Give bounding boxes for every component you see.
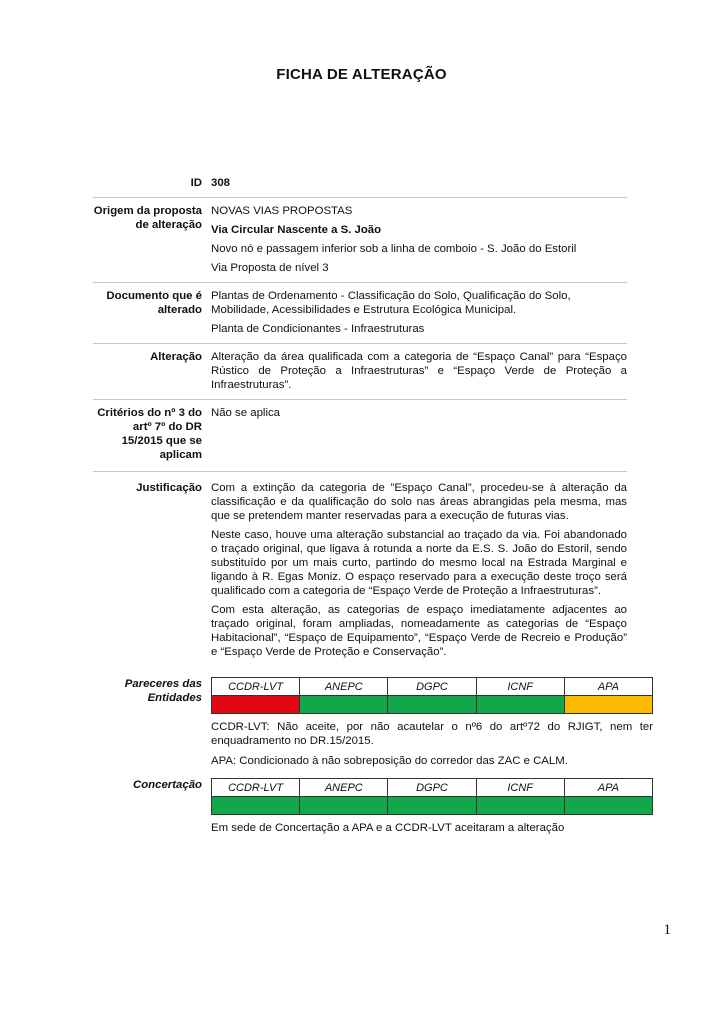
- entity-header: APA: [564, 779, 652, 797]
- pareceres-content: [211, 677, 653, 768]
- justificacao-value: [211, 481, 627, 659]
- origem-line: Via Proposta de nível 3: [211, 262, 329, 274]
- justificacao-paragraph: Neste caso, houve uma alteração substancial ao traçado da via. Foi abandonado o traçado original, que ligava à rotunda a norte da E.S. S. João do Estoril, sendo substituído por um mais curto, partindo do mesmo local na Estrada Marginal e ligando à R. Egas Moniz. O espaço reservado para a execução deste troço será qualificado com a categoria de “Espaço Verde de Proteção a Infraestruturas”.: [211, 529, 627, 597]
- row-id: [93, 170, 627, 198]
- pareceres-section: [73, 677, 653, 768]
- entity-header: ICNF: [476, 779, 564, 797]
- concertacao-notes: [211, 821, 653, 835]
- origem-line: NOVAS VIAS PROPOSTAS: [211, 205, 353, 217]
- entity-header: CCDR-LVT: [212, 678, 300, 696]
- concertacao-note: Em sede de Concertação a APA e a CCDR-LVT aceitaram a alteração: [211, 822, 565, 834]
- documento-line: Plantas de Ordenamento - Classificação do Solo, Qualificação do Solo, Mobilidade, Acessibilidades e Estrutura Ecológica Municipal.: [211, 290, 571, 316]
- pareceres-status-row: [212, 696, 653, 714]
- alteracao-value: [211, 350, 627, 392]
- origem-value: [211, 204, 627, 275]
- concertacao-header-row: [212, 779, 653, 797]
- parecer-note: APA: Condicionado à não sobreposição do corredor das ZAC e CALM.: [211, 755, 568, 767]
- status-cell: [476, 797, 564, 815]
- status-cell: [564, 696, 652, 714]
- status-cell: [564, 797, 652, 815]
- status-cell: [388, 696, 476, 714]
- entity-header: ICNF: [476, 678, 564, 696]
- justificacao-label: Justificação: [136, 482, 202, 494]
- criterios-value: Não se aplica: [211, 407, 281, 419]
- id-label: ID: [190, 177, 202, 189]
- status-cell: [476, 696, 564, 714]
- status-cell: [388, 797, 476, 815]
- status-cell: [300, 797, 388, 815]
- entity-header: APA: [564, 678, 652, 696]
- parecer-note: CCDR-LVT: Não aceite, por não acautelar o nº6 do artº72 do RJIGT, nem ter enquadramento no DR.15/2015.: [211, 721, 653, 747]
- status-cell: [300, 696, 388, 714]
- documento-label: Documento que é alterado: [106, 290, 202, 316]
- concertacao-status-row: [212, 797, 653, 815]
- pareceres-notes: [211, 720, 653, 768]
- origem-label: Origem da proposta de alteração: [93, 205, 202, 231]
- page-number: 1: [663, 922, 671, 938]
- form-sheet: [93, 170, 653, 835]
- row-justificacao: [93, 472, 627, 675]
- row-criterios: [93, 400, 627, 472]
- entity-header: DGPC: [388, 779, 476, 797]
- status-cell: [212, 797, 300, 815]
- origem-line: Via Circular Nascente a S. João: [211, 224, 382, 236]
- criterios-label: Critérios do nº 3 do artº 7º do DR 15/2015 que se aplicam: [97, 407, 202, 461]
- row-alteracao: [93, 344, 627, 400]
- justificacao-paragraph: Com esta alteração, as categorias de espaço imediatamente adjacentes ao traçado original, foram ampliadas, nomeadamente as categorias de “Espaço Habitacional”, “Espaço de Equipamento”, “Espaço Verde de Recreio e Produção” e “Espaço Verde de Proteção e Conservação”.: [211, 604, 627, 658]
- id-value: 308: [211, 177, 231, 189]
- status-cell: [212, 696, 300, 714]
- entity-header: ANEPC: [300, 779, 388, 797]
- justificacao-paragraph: Com a extinção da categoria de ”Espaço Canal”, procedeu-se à alteração da classificação e da qualificação do solo nas áreas abrangidas pela mesma, mas que se pretendem manter reservadas para a execução de futuras vias.: [211, 482, 627, 522]
- row-origem: [93, 198, 627, 283]
- row-documento: [93, 283, 627, 344]
- pareceres-header-row: [212, 678, 653, 696]
- document-title: FICHA DE ALTERAÇÃO: [276, 66, 447, 83]
- pareceres-label: Pareceres das Entidades: [124, 678, 202, 704]
- concertacao-label: Concertação: [132, 779, 202, 791]
- concertacao-table: [211, 778, 653, 815]
- concertacao-section: [73, 778, 627, 835]
- pareceres-table: [211, 677, 653, 714]
- alteracao-label: Alteração: [150, 351, 202, 363]
- documento-value: [211, 289, 627, 336]
- alteracao-text: Alteração da área qualificada com a categoria de “Espaço Canal” para “Espaço Rústico de Proteção a Infraestruturas” e “Espaço Verde de Proteção a Infraestruturas”.: [211, 351, 627, 391]
- concertacao-content: [211, 778, 653, 835]
- entity-header: CCDR-LVT: [212, 779, 300, 797]
- entity-header: ANEPC: [300, 678, 388, 696]
- entity-header: DGPC: [388, 678, 476, 696]
- documento-line: Planta de Condicionantes - Infraestruturas: [211, 323, 425, 335]
- origem-line: Novo nó e passagem inferior sob a linha de comboio - S. João do Estoril: [211, 243, 577, 255]
